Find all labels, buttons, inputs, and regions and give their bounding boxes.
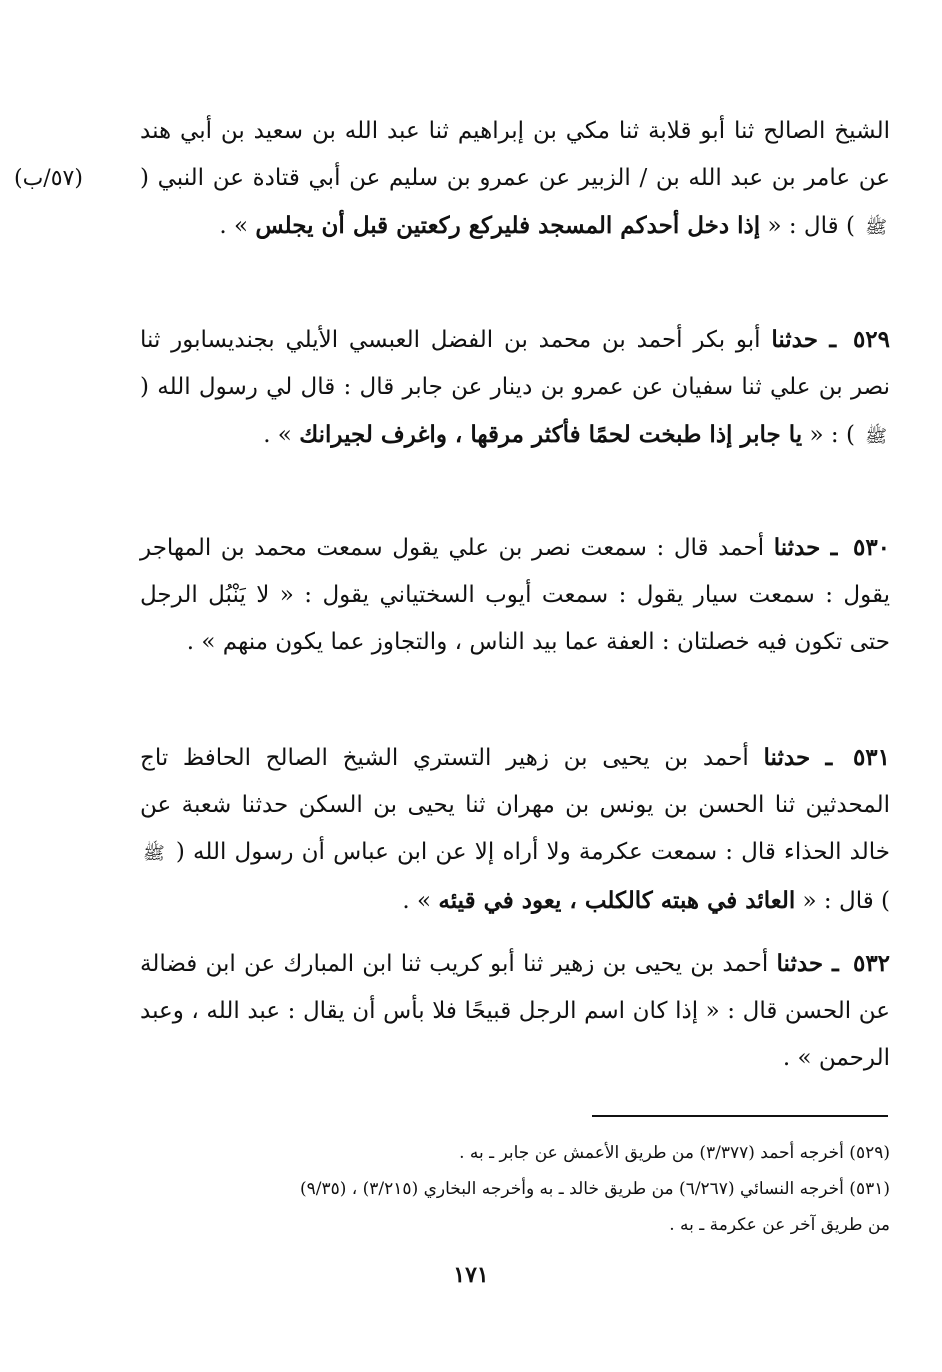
salawat-glyph: ﷺ (865, 426, 887, 447)
salawat-glyph: ﷺ (143, 843, 165, 864)
haddathana-label: ـ حدثنا (771, 326, 837, 353)
intro-hadith-text: إذا دخل أحدكم المسجد فليركع ركعتين قبل أن يجلس (255, 212, 761, 239)
hadith-531-text: أحمد بن يحيى بن زهير التستري الشيخ الصالح الحافظ تاج المحدثين ثنا الحسن بن يونس بن مهران ثنا يحيى بن السكن حدثنا شعبة عن خالد الحذاء قال : سمعت عكرمة ولا أراه إلا عن ابن عباس أن رسول الله ( (140, 745, 890, 865)
hadith-529-text-2: ) : « (809, 422, 855, 448)
hadith-532-paragraph (140, 940, 890, 1082)
footnote-531-continuation: من طريق آخر عن عكرمة ـ به . (669, 1215, 890, 1235)
footnote-529: (٥٢٩) أخرجه أحمد (٣/٣٧٧) من طريق الأعمش عن جابر ـ به . (459, 1143, 890, 1163)
intro-text-2: ) قال : « (767, 213, 855, 239)
hadith-529-tail: » . (263, 422, 292, 448)
hadith-531-paragraph (140, 734, 890, 925)
haddathana-label: ـ حدثنا (776, 950, 839, 977)
salawat-glyph: ﷺ (865, 217, 887, 238)
hadith-530-text: أحمد قال : سمعت نصر بن علي يقول سمعت محمد بن المهاجر يقول : سمعت سيار يقول : سمعت أيوب السختياني يقول : « لا يَنْبُل الرجل حتى تكون فيه خصلتان : العفة عما بيد الناس ، والتجاوز عما يكون منهم » . (140, 535, 890, 655)
hadith-531-text-2: ) قال : « (802, 888, 890, 914)
footnote-separator-rule (592, 1115, 888, 1117)
hadith-529-paragraph (140, 316, 890, 460)
hadith-number: ٥٣٠ (852, 534, 891, 561)
hadith-531-tail: » . (402, 888, 432, 914)
haddathana-label: ـ حدثنا (763, 744, 833, 771)
hadith-530-paragraph (140, 524, 890, 666)
hadith-529-text: أبو بكر أحمد بن محمد بن الفضل العبسي الأيلي بجنديسابور ثنا نصر بن علي ثنا سفيان عن عمرو بن دينار عن جابر قال : قال لي رسول الله ( (140, 327, 890, 400)
hadith-number: ٥٢٩ (852, 326, 890, 353)
hadith-531-matn: العائد في هبته كالكلب ، يعود في قيئه (438, 887, 796, 914)
footnote-531: (٥٣١) أخرجه النسائي (٦/٢٦٧) من طريق خالد ـ به وأخرجه البخاري (٣/٢١٥) ، (٩/٣٥) (299, 1179, 890, 1199)
footnotes (140, 1135, 890, 1243)
hadith-number: ٥٣٢ (852, 950, 891, 977)
hadith-529-matn: يا جابر إذا طبخت لحمًا فأكثر مرقها ، واغرف لجيرانك (299, 421, 803, 448)
hadith-number: ٥٣١ (852, 744, 891, 771)
hadith-532-text: أحمد بن يحيى بن زهير ثنا أبو كريب ثنا ابن المبارك عن ابن فضالة عن الحسن قال : « إذا كان اسم الرجل قبيحًا فلا بأس أن يقال : عبد الله ، وعبد الرحمن » . (140, 951, 890, 1071)
intro-tail: » . (219, 213, 249, 239)
margin-folio-reference: (٥٧/ب) (14, 166, 83, 191)
hadith-intro-paragraph (140, 108, 890, 251)
haddathana-label: ـ حدثنا (773, 534, 838, 561)
page-number: ١٧١ (453, 1262, 489, 1288)
intro-text: الشيخ الصالح ثنا أبو قلابة ثنا مكي بن إبراهيم ثنا عبد الله بن سعيد بن أبي هند عن عامر بن عبد الله بن / الزبير عن عمرو بن سليم عن أبي قتادة عن النبي ( (140, 118, 890, 191)
